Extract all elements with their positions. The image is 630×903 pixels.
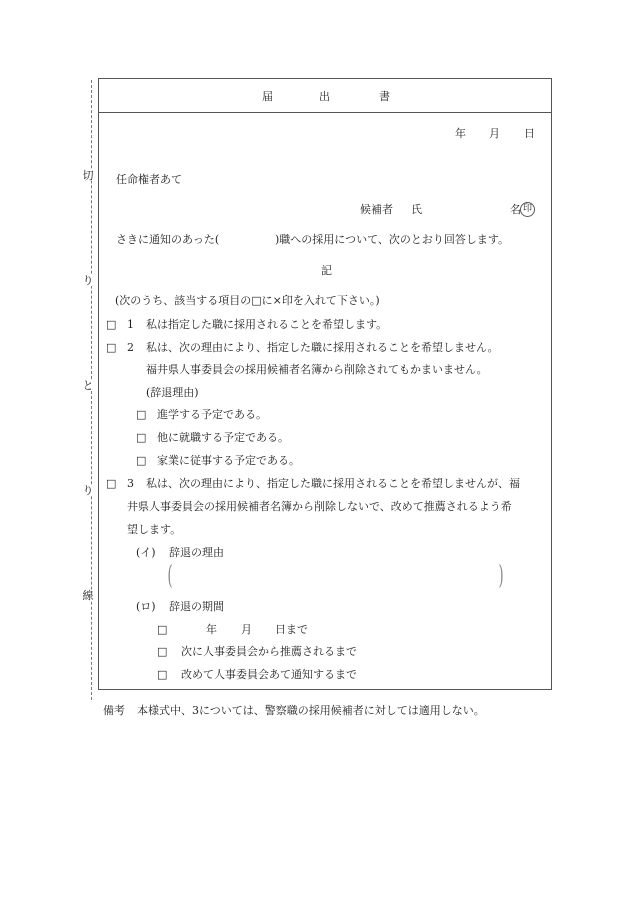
checkbox-icon[interactable]: □ bbox=[157, 623, 168, 636]
intro-suffix: )職への採用について、次のとおり回答します。 bbox=[275, 233, 509, 246]
sub-i-text: 辞退の理由 bbox=[169, 546, 224, 559]
cut-line-char: り bbox=[80, 485, 96, 496]
date-year-label: 年 bbox=[455, 127, 466, 140]
name-label2: 名 bbox=[510, 203, 521, 216]
period-option: 改めて人事委員会あて通知するまで bbox=[181, 668, 357, 681]
checkbox-icon[interactable]: □ bbox=[106, 341, 117, 354]
title-char: 出 bbox=[319, 90, 330, 103]
checkbox-icon[interactable]: □ bbox=[136, 431, 147, 444]
form-box bbox=[98, 78, 552, 690]
sub-i-label: (イ) bbox=[136, 546, 156, 559]
item-number: 3 bbox=[127, 477, 134, 490]
reason-field-left-paren: ( bbox=[167, 561, 173, 591]
reason-item: 他に就職する予定である。 bbox=[157, 431, 289, 444]
period-year-label: 年 bbox=[206, 623, 217, 636]
item1-text: 私は指定した職に採用されることを希望します。 bbox=[146, 318, 388, 331]
ki-label: 記 bbox=[321, 264, 332, 277]
addressee: 任命権者あて bbox=[116, 173, 182, 186]
reason-field-right-paren: ) bbox=[498, 561, 504, 591]
date-day-label: 日 bbox=[524, 127, 535, 140]
title-char: 書 bbox=[379, 90, 390, 103]
note-text: 本様式中、3については、警察職の採用候補者に対しては適用しない。 bbox=[137, 704, 485, 717]
checkbox-icon[interactable]: □ bbox=[157, 645, 168, 658]
seal-mark: 印 bbox=[520, 202, 535, 217]
title-divider bbox=[99, 112, 551, 113]
checkbox-icon[interactable]: □ bbox=[106, 477, 117, 490]
cut-line-char: 線 bbox=[80, 590, 96, 601]
period-day-label: 日まで bbox=[275, 623, 308, 636]
reason-heading: (辞退理由) bbox=[146, 386, 199, 399]
period-option: 次に人事委員会から推薦されるまで bbox=[181, 645, 357, 658]
cut-line-char: と bbox=[80, 380, 96, 391]
checkbox-icon[interactable]: □ bbox=[136, 454, 147, 467]
reason-item: 家業に従事する予定である。 bbox=[157, 454, 300, 467]
item3-text-line: 私は、次の理由により、指定した職に採用されることを希望しませんが、福 bbox=[146, 477, 520, 490]
intro-prefix: さきに通知のあった( bbox=[116, 233, 220, 246]
checkbox-icon[interactable]: □ bbox=[106, 318, 117, 331]
cut-line-char: 切 bbox=[80, 170, 96, 181]
name-label: 氏 bbox=[411, 203, 422, 216]
candidate-label: 候補者 bbox=[360, 203, 393, 216]
checkbox-icon[interactable]: □ bbox=[136, 408, 147, 421]
item-number: 2 bbox=[127, 341, 134, 354]
period-month-label: 月 bbox=[241, 623, 252, 636]
item2-subtext: 福井県人事委員会の採用候補者名簿から削除されてもかまいません。 bbox=[146, 363, 488, 376]
item3-text-line: 井県人事委員会の採用候補者名簿から削除しないで、改めて推薦されるよう希 bbox=[127, 500, 512, 513]
item3-text-line: 望します。 bbox=[127, 523, 182, 536]
cut-line-char: り bbox=[80, 275, 96, 286]
item-number: 1 bbox=[127, 318, 134, 331]
item2-text: 私は、次の理由により、指定した職に採用されることを希望しません。 bbox=[146, 341, 499, 354]
sub-ro-text: 辞退の期間 bbox=[169, 600, 224, 613]
checkbox-icon[interactable]: □ bbox=[157, 668, 168, 681]
title-char: 届 bbox=[262, 90, 273, 103]
reason-item: 進学する予定である。 bbox=[157, 408, 267, 421]
instruction: (次のうち、該当する項目の□に×印を入れて下さい。) bbox=[115, 294, 380, 307]
note-label: 備考 bbox=[103, 704, 125, 717]
date-month-label: 月 bbox=[489, 127, 500, 140]
sub-ro-label: (ロ) bbox=[136, 600, 156, 613]
